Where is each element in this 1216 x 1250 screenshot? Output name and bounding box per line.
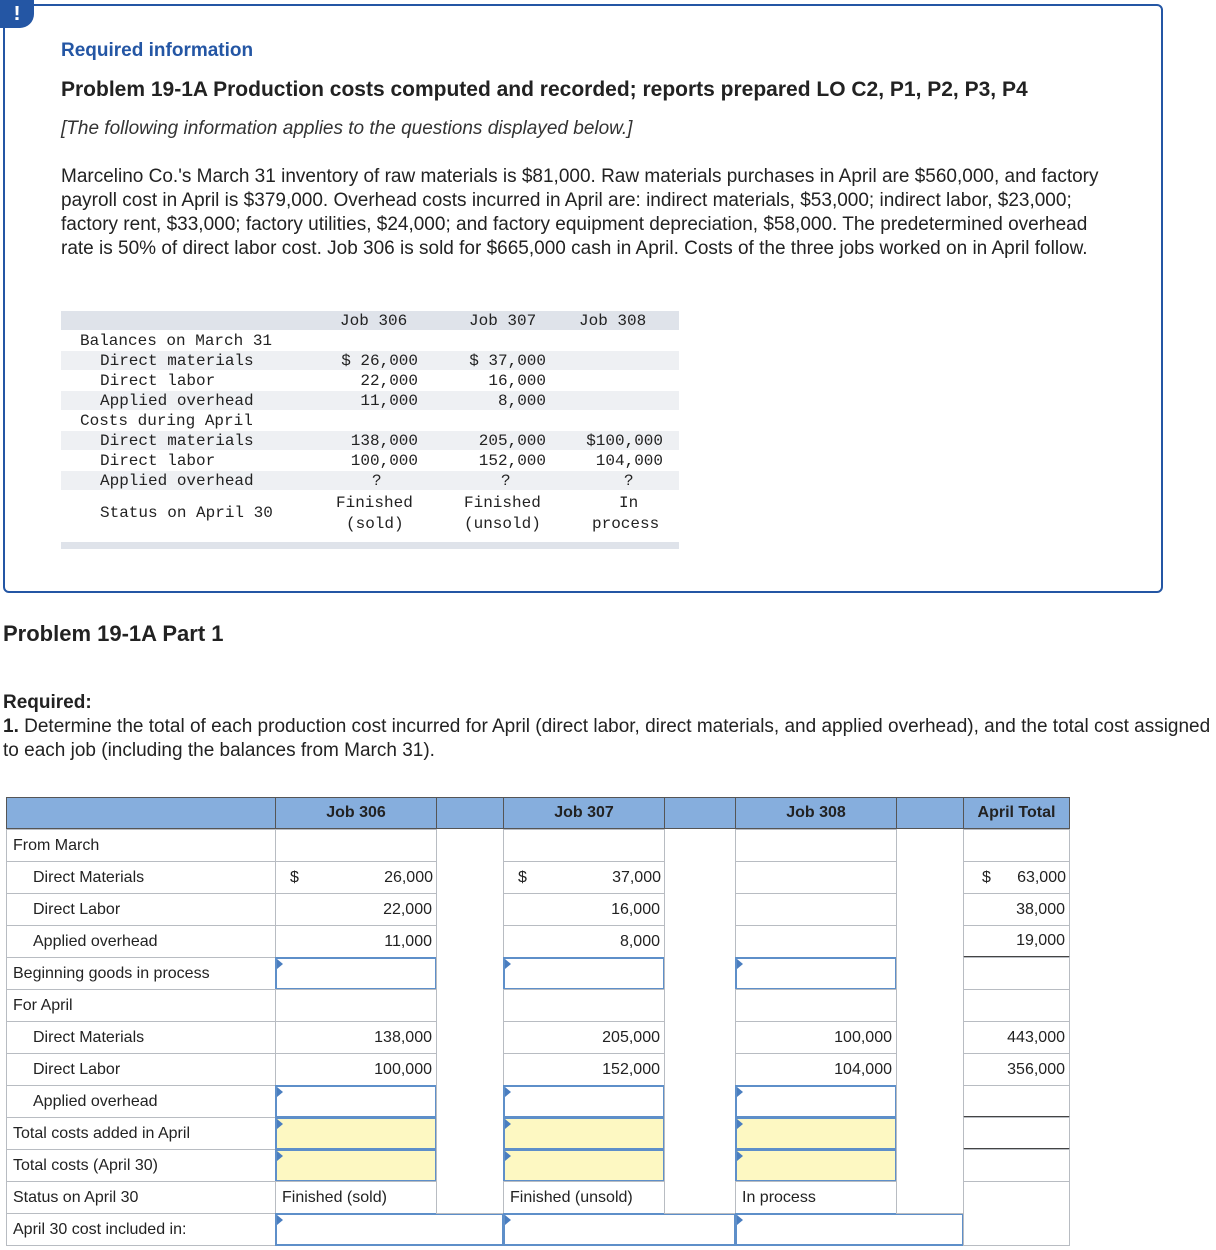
info-status: (unsold) [464, 515, 541, 533]
info-status: In [619, 494, 639, 512]
info-value: 8,000 [497, 392, 546, 410]
info-header-job307: Job 307 [469, 312, 537, 330]
part-title: Problem 19-1A Part 1 [3, 621, 224, 646]
job307-dm: 37,000 [612, 868, 661, 886]
info-status: (sold) [346, 515, 404, 533]
cell-blank [275, 989, 437, 1022]
info-value: 205,000 [478, 432, 546, 450]
header-april-total: April Total [963, 797, 1070, 829]
row-label-ao-april: Applied overhead [6, 1085, 276, 1118]
job306-cost-included-select[interactable] [275, 1213, 504, 1246]
job307-ao-april-input[interactable] [503, 1085, 665, 1118]
info-value: 22,000 [360, 372, 418, 390]
cell-blank [735, 829, 897, 862]
required-text [3, 715, 1213, 763]
job306-ao-april-input[interactable] [275, 1085, 437, 1118]
header-blank [6, 797, 276, 829]
info-note: [The following information applies to the questions displayed below.] [61, 118, 633, 139]
total-dl: 38,000 [963, 893, 1070, 926]
info-row-label: Direct materials [100, 432, 254, 450]
job308-total-added-input[interactable] [735, 1117, 897, 1150]
job307-ao: 8,000 [503, 925, 665, 958]
job307-dl-april: 152,000 [503, 1053, 665, 1086]
job307-status: Finished (unsold) [503, 1181, 665, 1214]
cell-blank [963, 957, 1070, 990]
job308-status: In process [735, 1181, 897, 1214]
row-label-dm: Direct Materials [6, 861, 276, 894]
info-value: $ 26,000 [341, 352, 418, 370]
required-body: Determine the total of each production cost incurred for April (direct labor, direct materials, and applied overhead), and the total cost assigned to each job (including the balances from March 31). [3, 716, 1211, 761]
job308-beginning-input[interactable] [735, 957, 897, 990]
header-spacer [896, 797, 964, 829]
job306-beginning-input[interactable] [275, 957, 437, 990]
job307-dl: 16,000 [503, 893, 665, 926]
required-info-heading: Required information [61, 40, 254, 61]
cell-blank [735, 925, 897, 958]
job306-ao: 11,000 [275, 925, 437, 958]
info-row-label: Direct labor [100, 452, 216, 470]
info-section-march: Balances on March 31 [80, 332, 273, 350]
info-value: ? [624, 472, 634, 490]
total-ao-april [963, 1085, 1070, 1118]
job307-beginning-input[interactable] [503, 957, 665, 990]
job306-status: Finished (sold) [275, 1181, 437, 1214]
job308-cost-included-select[interactable] [735, 1213, 964, 1246]
header-spacer [436, 797, 504, 829]
cell-blank [503, 829, 665, 862]
info-value: 100,000 [350, 452, 418, 470]
row-label-beginning: Beginning goods in process [6, 957, 276, 990]
problem-paragraph: Marcelino Co.'s March 31 inventory of raw materials is $81,000. Raw materials purchases in April are $560,000, and factory payroll cost in April is $379,000. Overhead costs incurred in April are: indirect materials, $53,000; indirect labor, $23,000; factory rent, $33,000; factory utilities, $24,000; and factory equipment depreciation, $58,000. The predetermined overhead rate is 50% of direct labor cost. Job 306 is sold for $665,000 cash in April. Costs of the three jobs worked on in April follow. [61, 166, 1099, 259]
cell-blank [963, 829, 1070, 862]
dollar-sign: $ [275, 861, 437, 894]
row-label-dl: Direct Labor [6, 893, 276, 926]
job306-total-costs-input[interactable] [275, 1149, 437, 1182]
header-job306: Job 306 [275, 797, 437, 829]
job308-total-costs-input[interactable] [735, 1149, 897, 1182]
header-job308: Job 308 [735, 797, 897, 829]
job306-dl-april: 100,000 [275, 1053, 437, 1086]
total-dm: 63,000 [1017, 868, 1066, 886]
info-status: Finished [336, 494, 413, 512]
info-value: 104,000 [595, 452, 663, 470]
job308-ao-april-input[interactable] [735, 1085, 897, 1118]
row-label-from-march: From March [6, 829, 276, 862]
row-label-total-costs: Total costs (April 30) [6, 1149, 276, 1182]
total-added [963, 1117, 1070, 1150]
total-dm-april: 443,000 [963, 1021, 1070, 1054]
info-header-job308: Job 308 [579, 312, 647, 330]
row-label-dl-april: Direct Labor [6, 1053, 276, 1086]
cell-blank [503, 989, 665, 1022]
info-value: ? [372, 472, 382, 490]
header-spacer [664, 797, 736, 829]
problem-title: Problem 19-1A Production costs computed and recorded; reports prepared LO C2, P1, P2, P3, P4 [61, 78, 1028, 101]
total-ao: 19,000 [963, 925, 1070, 958]
job306-total-added-input[interactable] [275, 1117, 437, 1150]
alert-icon: ! [0, 0, 34, 28]
info-row-label: Applied overhead [100, 392, 254, 410]
info-value: ? [501, 472, 511, 490]
info-value: 16,000 [488, 372, 546, 390]
job308-dm-april: 100,000 [735, 1021, 897, 1054]
job307-dm-april: 205,000 [503, 1021, 665, 1054]
job307-cost-included-select[interactable] [503, 1213, 736, 1246]
info-status: process [592, 515, 660, 533]
spacer-col [664, 829, 736, 1214]
job307-total-costs-input[interactable] [503, 1149, 665, 1182]
info-value: $100,000 [586, 432, 663, 450]
info-value: 11,000 [360, 392, 418, 410]
spacer-col [896, 829, 964, 1214]
info-status: Finished [464, 494, 541, 512]
info-value: 152,000 [478, 452, 546, 470]
total-dl-april: 356,000 [963, 1053, 1070, 1086]
row-label-dm-april: Direct Materials [6, 1021, 276, 1054]
required-heading: Required: [3, 692, 92, 713]
job306-dm: 26,000 [384, 868, 433, 886]
cell-blank [963, 1181, 1070, 1246]
row-label-for-april: For April [6, 989, 276, 1022]
cell-blank [735, 989, 897, 1022]
total-costs [963, 1149, 1070, 1182]
info-value: 138,000 [350, 432, 418, 450]
dollar-sign: $ [503, 861, 665, 894]
row-label-total-added: Total costs added in April [6, 1117, 276, 1150]
info-value: $ 37,000 [469, 352, 546, 370]
info-status-label: Status on April 30 [100, 504, 273, 522]
cell-blank [275, 829, 437, 862]
row-label-status: Status on April 30 [6, 1181, 276, 1214]
info-header-job306: Job 306 [340, 312, 408, 330]
job308-dl-april: 104,000 [735, 1053, 897, 1086]
info-row-label: Direct materials [100, 352, 254, 370]
job306-dl: 22,000 [275, 893, 437, 926]
info-row-label: Applied overhead [100, 472, 254, 490]
cell-blank [735, 893, 897, 926]
row-label-ao: Applied overhead [6, 925, 276, 958]
dollar-sign: $ [963, 861, 1070, 894]
info-section-april: Costs during April [80, 412, 253, 430]
info-row-label: Direct labor [100, 372, 216, 390]
cell-blank [735, 861, 897, 894]
header-job307: Job 307 [503, 797, 665, 829]
required-number: 1. [3, 716, 19, 737]
job307-total-added-input[interactable] [503, 1117, 665, 1150]
row-label-cost-included: April 30 cost included in: [6, 1213, 276, 1246]
cell-blank [963, 989, 1070, 1022]
job306-dm-april: 138,000 [275, 1021, 437, 1054]
spacer-col [436, 829, 504, 1214]
